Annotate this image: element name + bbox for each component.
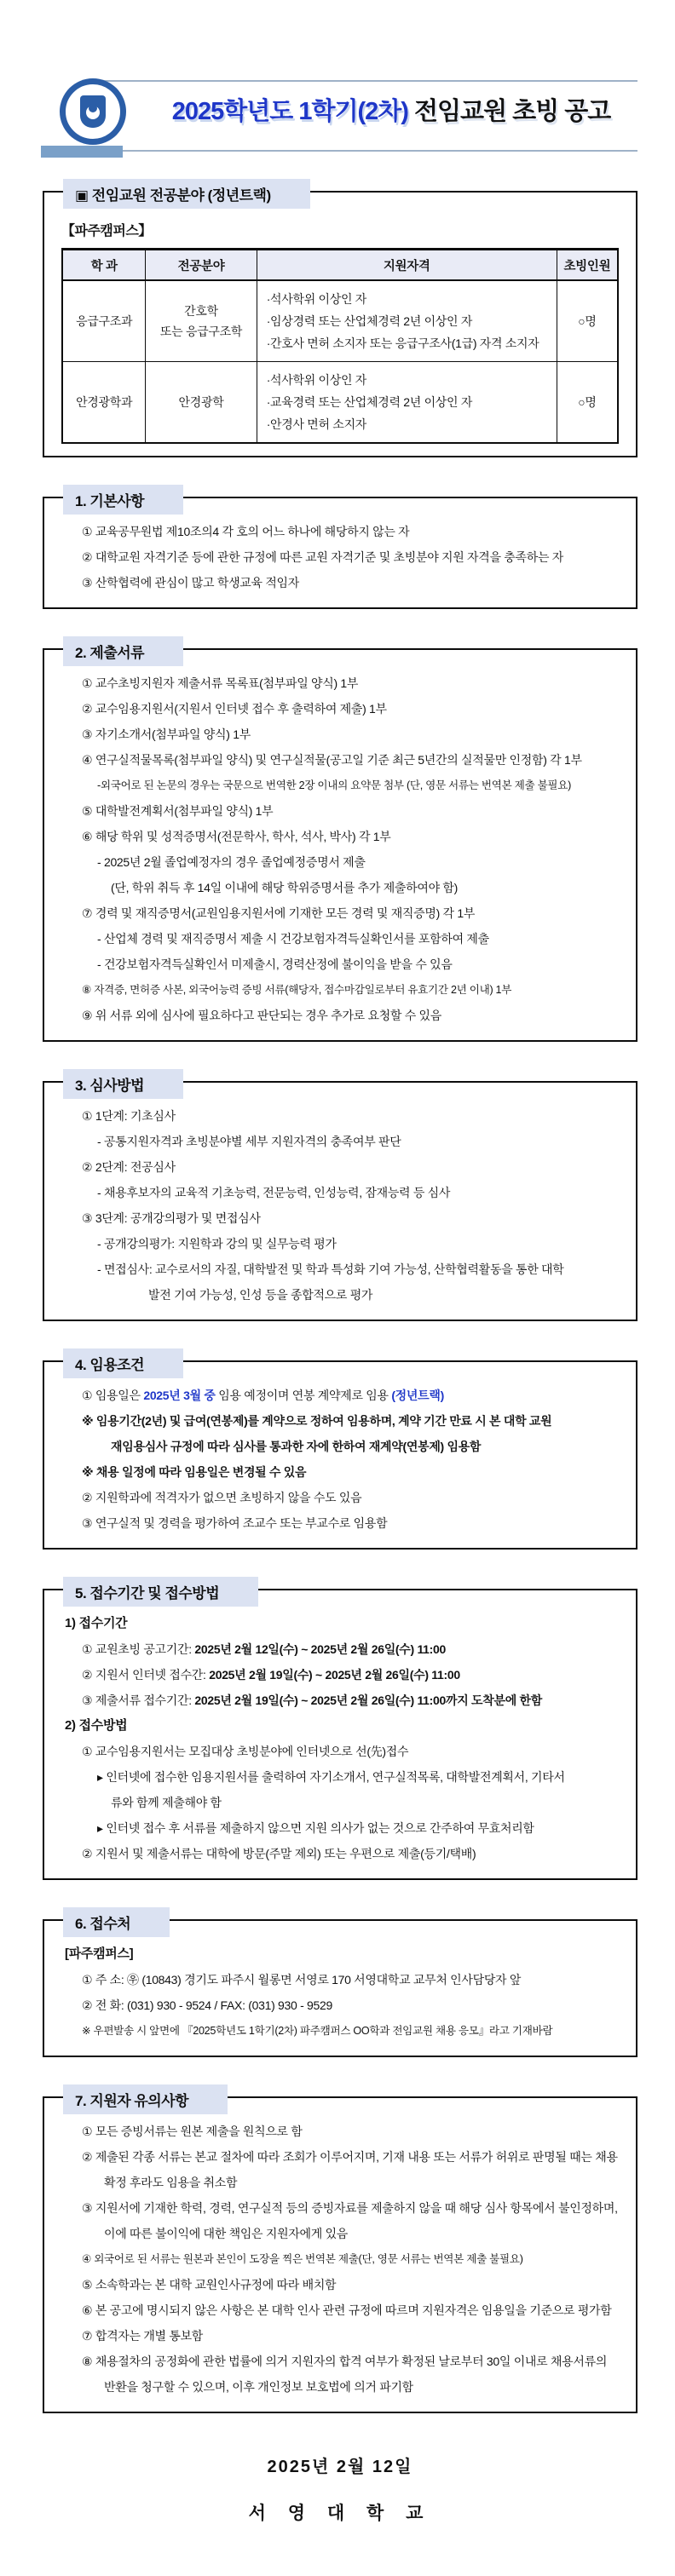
text-segment: ② 지원학과에 적격자가 없으면 초빙하지 않을 수도 있음 — [82, 1491, 362, 1504]
text-line — [61, 1003, 619, 1028]
section-applicant-notes — [43, 2093, 638, 2413]
section-body — [61, 1941, 619, 2044]
text-segment: ③ 산학협력에 관심이 많고 학생교육 적임자 — [82, 576, 300, 589]
text-segment: - 채용후보자의 교육적 기초능력, 전문능력, 인성능력, 잠재능력 등 심사 — [97, 1186, 451, 1199]
page-title — [143, 92, 639, 127]
section-body — [61, 1611, 619, 1866]
qualification-item: ·임상경력 또는 산업체경력 2년 이상인 자 — [266, 314, 473, 328]
text-segment: ① 교수임용지원서는 모집대상 초빙분야에 인터넷으로 선(先)접수 — [82, 1745, 409, 1758]
major-line: 간호학 — [184, 304, 218, 318]
section-documents — [43, 645, 638, 1042]
text-line — [61, 1154, 619, 1180]
text-segment: ① 교원초빙 공고기간: — [82, 1642, 195, 1656]
text-line — [61, 1231, 619, 1256]
openings-cell: ○명 — [557, 362, 618, 444]
text-segment: ⑥ 해당 학위 및 성적증명서(전문학사, 학사, 석사, 박사) 각 1부 — [82, 830, 391, 843]
text-segment: [파주캠퍼스] — [65, 1946, 134, 1961]
section-recruit-fields — [43, 187, 638, 457]
text-segment: ① 교수초빙지원자 제출서류 목록표(첨부파일 양식) 1부 — [82, 676, 359, 690]
sections-container — [41, 493, 639, 2413]
text-segment: 발전 기여 가능성, 인성 등을 종합적으로 평가 — [148, 1288, 373, 1302]
campus-heading: 【파주캠퍼스】 — [61, 224, 152, 239]
text-segment: ※ 채용 일정에 따라 임용일은 변경될 수 있음 — [82, 1465, 307, 1479]
col-header-openings: 초빙인원 — [557, 250, 618, 281]
text-segment: ① 교육공무원법 제10조의4 각 호의 어느 하나에 해당하지 않는 자 — [82, 525, 410, 538]
text-line — [61, 544, 619, 570]
col-header-department: 학 과 — [62, 250, 146, 281]
section-title: 3. 심사방법 — [63, 1069, 183, 1099]
text-segment: ⑧ 채용절차의 공정화에 관한 법률에 의거 지원자의 합격 여부가 확정된 날로부터 30일 이내로 채용서류의 반환을 청구할 수 있으며, 이후 개인정보 보호법에 의거 파기함 — [82, 2355, 608, 2394]
text-segment: - 공통지원자격과 초빙분야별 세부 지원자격의 충족여부 판단 — [97, 1135, 401, 1148]
text-segment: ④ 연구실적물목록(첨부파일 양식) 및 연구실적물(공고일 기준 최근 5년간의 실적물만 인정함) 각 1부 — [82, 753, 582, 767]
text-line — [61, 519, 619, 544]
university-name: 서 영 대 학 교 — [248, 2504, 432, 2523]
qualification-cell — [257, 280, 557, 362]
section-body — [61, 2119, 619, 2400]
text-line — [61, 926, 619, 952]
text-line — [61, 722, 619, 747]
text-segment: ③ 자기소개서(첨부파일 양식) 1부 — [82, 727, 251, 741]
text-line — [61, 1485, 619, 1510]
major-cell — [146, 362, 257, 444]
logo-shield-icon — [80, 95, 106, 128]
major-line: 또는 응급구조학 — [159, 325, 243, 338]
text-line — [61, 1713, 619, 1739]
text-segment: ③ 연구실적 및 경력을 평가하여 조교수 또는 부교수로 임용함 — [82, 1516, 388, 1530]
text-line — [61, 824, 619, 849]
text-segment: - 면접심사: 교수로서의 자질, 대학발전 및 학과 특성화 기여 가능성, 산학협력활동을 통한 대학 — [97, 1262, 564, 1276]
major-line: 안경광학 — [178, 395, 224, 409]
section-title: 7. 지원자 유의사항 — [63, 2084, 228, 2114]
table-row — [62, 362, 618, 444]
text-line — [61, 1103, 619, 1129]
department-cell: 응급구조과 — [62, 280, 146, 362]
text-line — [61, 1205, 619, 1231]
recruit-table-header-row — [62, 250, 618, 281]
qualification-cell — [257, 362, 557, 444]
section-recruit-label: ▣ 전임교원 전공분야 (정년트랙) — [63, 179, 310, 209]
text-segment: 1) 접수기간 — [65, 1616, 128, 1630]
text-line — [61, 1611, 619, 1636]
qualification-item: ·석사학위 이상인 자 — [266, 373, 367, 387]
text-line — [61, 1408, 619, 1434]
text-segment: - 2025년 2월 졸업예정자의 경우 졸업예정증명서 제출 — [97, 855, 366, 869]
major-cell — [146, 280, 257, 362]
section-application-period — [43, 1585, 638, 1880]
text-line — [61, 1510, 619, 1536]
section-reception — [43, 1916, 638, 2057]
announcement-date: 2025년 2월 12일 — [267, 2458, 413, 2476]
section-body — [61, 1103, 619, 1308]
text-line — [61, 2195, 619, 2246]
text-segment: ⑥ 본 공고에 명시되지 않은 사항은 본 대학 인사 관련 규정에 따르며 지원자격은 임용일을 기준으로 평가함 — [82, 2303, 612, 2317]
text-line — [61, 1815, 619, 1841]
text-line — [61, 2144, 619, 2195]
text-line — [61, 849, 619, 875]
text-line — [61, 1688, 619, 1713]
qualification-item: ·석사학위 이상인 자 — [266, 292, 367, 306]
text-line — [61, 2119, 619, 2144]
text-segment: -외국어로 된 논문의 경우는 국문으로 번역한 2장 이내의 요약문 첨부 (단, 영문 서류는 번역본 제출 불필요) — [97, 779, 572, 791]
openings-cell: ○명 — [557, 280, 618, 362]
text-segment: (정년트랙) — [391, 1389, 444, 1402]
text-line — [61, 1459, 619, 1485]
page-header — [41, 77, 639, 152]
text-line — [61, 1256, 619, 1282]
section-title: 2. 제출서류 — [63, 636, 183, 666]
text-line — [61, 2272, 619, 2297]
section-review-method — [43, 1078, 638, 1321]
qualification-item: ·간호사 면허 소지자 또는 응급구조사(1급) 자격 소지자 — [266, 336, 539, 350]
text-segment: ② 제출된 각종 서류는 본교 절차에 따라 조회가 이루어지며, 기재 내용 또는 서류가 허위로 판명될 때는 채용 확정 후라도 임용을 취소함 — [82, 2150, 618, 2189]
text-segment: 류와 함께 제출해야 함 — [111, 1796, 222, 1809]
section-employment-terms — [43, 1357, 638, 1550]
text-segment: - 공개강의평가: 지원학과 강의 및 실무능력 평가 — [97, 1237, 337, 1251]
text-segment: ⑦ 합격자는 개별 통보함 — [82, 2329, 204, 2343]
logo-ring — [64, 83, 122, 141]
text-segment: ⑧ 자격증, 면허증 사본, 외국어능력 증빙 서류(해당자, 접수마감일로부터 유효기간 2년 이내) 1부 — [82, 984, 512, 996]
section-title: 1. 기본사항 — [63, 485, 183, 515]
text-segment: ① 1단계: 기초심사 — [82, 1109, 176, 1123]
text-line — [61, 1180, 619, 1205]
text-line — [61, 2018, 619, 2044]
text-line — [61, 1129, 619, 1154]
text-segment: 임용 예정이며 연봉 계약제로 임용 — [215, 1389, 392, 1402]
text-line — [61, 1282, 619, 1308]
page-title-term: 2025학년도 1학기(2차) — [171, 98, 408, 125]
text-segment: ⑦ 경력 및 재직증명서(교원임용지원서에 기재한 모든 경력 및 재직증명) 각 1부 — [82, 906, 476, 920]
text-segment: ⑨ 위 서류 외에 심사에 필요하다고 판단되는 경우 추가로 요청할 수 있음 — [82, 1009, 442, 1022]
text-line — [61, 773, 619, 798]
text-line — [61, 1764, 619, 1790]
header-top-rule — [90, 80, 638, 82]
section-body — [61, 519, 619, 595]
text-segment: ③ 지원서에 기재한 학력, 경력, 연구실적 등의 증빙자료를 제출하지 않을 때 해당 심사 항목에서 불인정하며, 이에 따른 불이익에 대한 책임은 지원자에게 있음 — [82, 2201, 618, 2240]
text-segment: ③ 3단계: 공개강의평가 및 면접심사 — [82, 1211, 261, 1225]
text-segment: 2025년 2월 19일(수) ~ 2025년 2월 26일(수) 11:00까지 도착분에 한함 — [194, 1693, 542, 1707]
text-line — [61, 747, 619, 773]
text-line — [61, 1790, 619, 1815]
text-segment: ② 지원서 및 제출서류는 대학에 방문(주말 제외) 또는 우편으로 제출(등기/택배) — [82, 1847, 476, 1860]
section-body — [61, 670, 619, 1028]
text-segment: ④ 외국어로 된 서류는 원본과 본인이 도장을 찍은 번역본 제출(단, 영문 서류는 번역본 제출 불필요) — [82, 2253, 523, 2265]
text-line — [61, 2246, 619, 2272]
text-segment: - 산업체 경력 및 재직증명서 제출 시 건강보험자격득실확인서를 포함하여 제출 — [97, 932, 489, 946]
section-body — [61, 1383, 619, 1536]
text-line — [61, 2297, 619, 2323]
text-line — [61, 1841, 619, 1866]
section-title: 5. 접수기간 및 접수방법 — [63, 1577, 258, 1607]
col-header-major: 전공분야 — [146, 250, 257, 281]
text-line — [61, 570, 619, 595]
text-line — [61, 2323, 619, 2349]
text-segment: ※ 임용기간(2년) 및 급여(연봉제)를 계약으로 정하여 임용하며, 계약 기간 만료 시 본 대학 교원 — [82, 1414, 552, 1428]
text-segment: ③ 제출서류 접수기간: — [82, 1693, 195, 1707]
text-segment: ① 임용일은 — [82, 1389, 144, 1402]
header-bottom-rule — [41, 150, 638, 152]
text-segment: 2025년 2월 12일(수) ~ 2025년 2월 26일(수) 11:00 — [194, 1642, 446, 1656]
text-line — [61, 900, 619, 926]
table-row — [62, 280, 618, 362]
section-basic-info — [43, 493, 638, 609]
text-segment: 재임용심사 규정에 따라 심사를 통과한 자에 한하여 재계약(연봉제) 임용함 — [111, 1440, 482, 1453]
section-title: 6. 접수처 — [63, 1907, 170, 1937]
text-line — [61, 798, 619, 824]
text-line — [61, 1662, 619, 1688]
recruit-table — [61, 248, 619, 444]
text-line — [61, 952, 619, 977]
section-title: 4. 임용조건 — [63, 1348, 183, 1378]
text-line — [61, 1383, 619, 1408]
text-segment: 2025년 3월 중 — [143, 1389, 216, 1402]
text-line — [61, 1967, 619, 1992]
text-segment: ▸ 인터넷에 접수한 임용지원서를 출력하여 자기소개서, 연구실적목록, 대학발전계획서, 기타서 — [97, 1770, 565, 1784]
text-segment: ② 지원서 인터넷 접수간: — [82, 1668, 210, 1682]
header-accent-bar — [41, 146, 123, 158]
qualification-item: ·안경사 면허 소지자 — [266, 417, 367, 431]
text-segment: ② 2단계: 전공심사 — [82, 1160, 176, 1174]
text-line — [61, 2349, 619, 2400]
qualification-item: ·교육경력 또는 산업체경력 2년 이상인 자 — [266, 395, 473, 409]
text-line — [61, 1739, 619, 1764]
text-segment: 2) 접수방법 — [65, 1718, 128, 1733]
text-line — [61, 696, 619, 722]
text-line — [61, 1434, 619, 1459]
text-line — [61, 1992, 619, 2018]
text-line — [61, 1636, 619, 1662]
text-segment: ⑤ 대학발전계획서(첨부파일 양식) 1부 — [82, 804, 274, 818]
text-line — [61, 670, 619, 696]
page-title-main: 전임교원 초빙 공고 — [414, 98, 611, 125]
text-segment: ② 대학교원 자격기준 등에 관한 규정에 따른 교원 자격기준 및 초빙분야 지원 자격을 충족하는 자 — [82, 550, 564, 564]
university-logo-icon — [60, 78, 126, 145]
text-segment: ② 교수임용지원서(지원서 인터넷 접수 후 출력하여 제출) 1부 — [82, 702, 387, 716]
text-segment: ① 모든 증빙서류는 원본 제출을 원칙으로 함 — [82, 2125, 303, 2138]
text-segment: ② 전 화: (031) 930 - 9524 / FAX: (031) 930 - 9529 — [82, 1998, 332, 2012]
text-segment: ▸ 인터넷 접수 후 서류를 제출하지 않으면 지원 의사가 없는 것으로 간주하여 무효처리함 — [97, 1821, 534, 1835]
text-line — [61, 1941, 619, 1967]
department-cell: 안경광학과 — [62, 362, 146, 444]
text-segment: ※ 우편발송 시 앞면에 『2025학년도 1학기(2차) 파주캠퍼스 OO학과 전임교원 채용 응모』라고 기재바람 — [82, 2025, 553, 2037]
text-segment: ① 주 소: ㉾ (10843) 경기도 파주시 월롱면 서영로 170 서영대학교 교무처 인사담당자 앞 — [82, 1973, 522, 1987]
text-segment: - 건강보험자격득실확인서 미제출시, 경력산정에 불이익을 받을 수 있음 — [97, 957, 453, 971]
recruit-table-body — [62, 280, 618, 443]
text-segment: 2025년 2월 19일(수) ~ 2025년 2월 26일(수) 11:00 — [209, 1668, 460, 1682]
text-line — [61, 875, 619, 900]
col-header-qualification: 지원자격 — [257, 250, 557, 281]
text-segment: ⑤ 소속학과는 본 대학 교원인사규정에 따라 배치함 — [82, 2278, 337, 2291]
text-segment: (단, 학위 취득 후 14일 이내에 해당 학위증명서를 추가 제출하여야 함) — [111, 881, 459, 894]
text-line — [61, 977, 619, 1003]
